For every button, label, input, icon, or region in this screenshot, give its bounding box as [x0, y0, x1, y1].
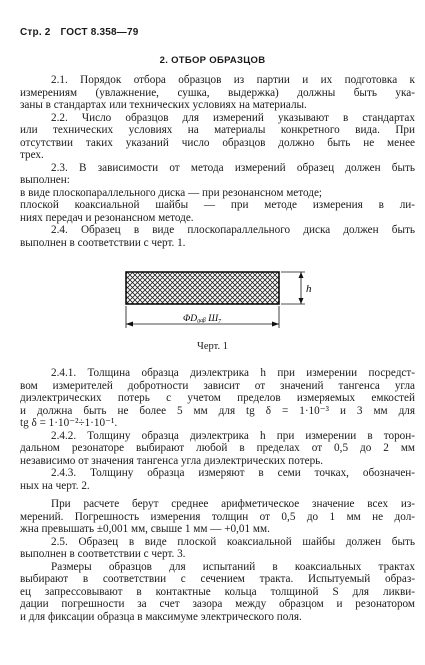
text-line: ных на черт. 2. — [20, 479, 90, 492]
paragraph-2-3 — [20, 162, 415, 187]
text-line: отсутствии таких указаний число образцов должно быть не менее — [20, 136, 415, 149]
text-line: 2.4.2. Толщину образца диэлектрика h при измерении в торон- — [51, 429, 415, 442]
paragraph-2-4-3 — [20, 467, 415, 492]
list-item-washer — [20, 199, 415, 224]
text-line: или технических условиях на материалы конкретного вида. При — [20, 124, 415, 136]
text-line: выполнен в соответствии с черт. 3. — [20, 548, 186, 560]
text-line: 2.5. Образец в виде плоской коаксиальной шайбы должен быть — [51, 535, 415, 548]
text-line: жна превышать ±0,001 мм, свыше 1 мм — +0,01 мм. — [20, 523, 270, 535]
specimen-section — [126, 272, 279, 304]
text-line: заны в стандартах или технических условиях на материалы. — [20, 99, 307, 111]
text-line: ец запрессовывают в контактные кольца толщиной S для ликви- — [20, 585, 415, 598]
text-line: выполнен: — [20, 174, 70, 186]
paragraph-2-4-2 — [20, 430, 415, 468]
figure-caption: Черт. 1 — [197, 341, 228, 352]
text-line: При расчете берут среднее арифметическое значение всех из- — [51, 498, 415, 510]
section-title: 2. ОТБОР ОБРАЗЦОВ — [159, 55, 266, 66]
page-number-label: Стр. 2 — [20, 27, 51, 38]
text-line: 2.1. Порядок отбора образцов из партии и их подготовка к — [51, 74, 415, 86]
text-line: независимо от значения тангенса угла диэлектрических потерь. — [20, 454, 324, 467]
text-line: диэлектрических потерь с учетом пределов измеряемых емкостей — [20, 392, 415, 404]
diameter-label: ΦD₀ₐᵦ Ш₇ — [183, 314, 222, 324]
text-line: и для фиксации образца в максимуме электрического поля. — [20, 610, 302, 623]
paragraph-2-1 — [20, 74, 415, 112]
text-line: выбирают в соответствии с сечением тракта. Испытуемый образ- — [20, 573, 415, 585]
text-line: измерениям (увлажнение, сушка, выдержка) должны быть ука- — [20, 86, 415, 99]
standard-number: ГОСТ 8.358—79 — [60, 27, 139, 38]
running-header — [20, 27, 138, 38]
text-line: дации погрешности за счет зазора между образцом и резонатором — [20, 598, 415, 610]
text-line: 2.4.3. Толщину образца измеряют в семи точках, обозначен- — [51, 467, 415, 479]
text-line: и должна быть не более 5 мм для tg δ = 1·10⁻³ и 3 мм для — [20, 404, 415, 417]
text-line: вом измерителей добротности зависит от значений тангенса угла — [20, 379, 415, 392]
text-line: 2.3. В зависимости от метода измерений образец должен быть — [51, 161, 415, 174]
text-line: 2.2. Число образцов для измерений указывают в стандартах — [51, 111, 415, 124]
text-line: трех. — [20, 149, 44, 161]
paragraph-2-4-1 — [20, 367, 415, 430]
text-line: Размеры образцов для испытаний в коаксиальных трактах — [51, 560, 415, 573]
text-line: плоской коаксиальной шайбы — при методе измерения в ли- — [20, 199, 415, 211]
text-line: дальном резонаторе выбирают любой в пределах от 0,5 до 2 мм — [20, 442, 415, 454]
text-line: мерений. Погрешность измерения толщин от 0,5 до 1 мм не дол- — [20, 510, 415, 523]
list-item-disk — [20, 187, 415, 200]
figure-1 — [125, 270, 325, 332]
text-line: 2.4. Образец в виде плоскопараллельного диска должен быть — [51, 224, 415, 236]
paragraph-2-5 — [20, 536, 415, 561]
paragraph-2-2 — [20, 112, 415, 162]
text-line: 2.4.1. Толщина образца диэлектрика h при измерении посредст- — [51, 367, 415, 379]
paragraph-sizes — [20, 561, 415, 624]
paragraph-calculation — [20, 498, 415, 536]
text-line: ниях передач и резонансном методе. — [20, 211, 194, 224]
height-label: h — [306, 283, 312, 295]
text-line: выполнен в соответствии с черт. 1. — [20, 236, 186, 249]
paragraph-2-4 — [20, 224, 415, 249]
text-block-lower — [20, 367, 415, 623]
text-block-upper — [20, 74, 415, 249]
text-line: tg δ = 1·10⁻²÷1·10⁻¹. — [20, 417, 118, 429]
text-line: в виде плоскопараллельного диска — при резонансном методе; — [20, 186, 323, 199]
disk-cross-section-drawing — [125, 270, 325, 332]
